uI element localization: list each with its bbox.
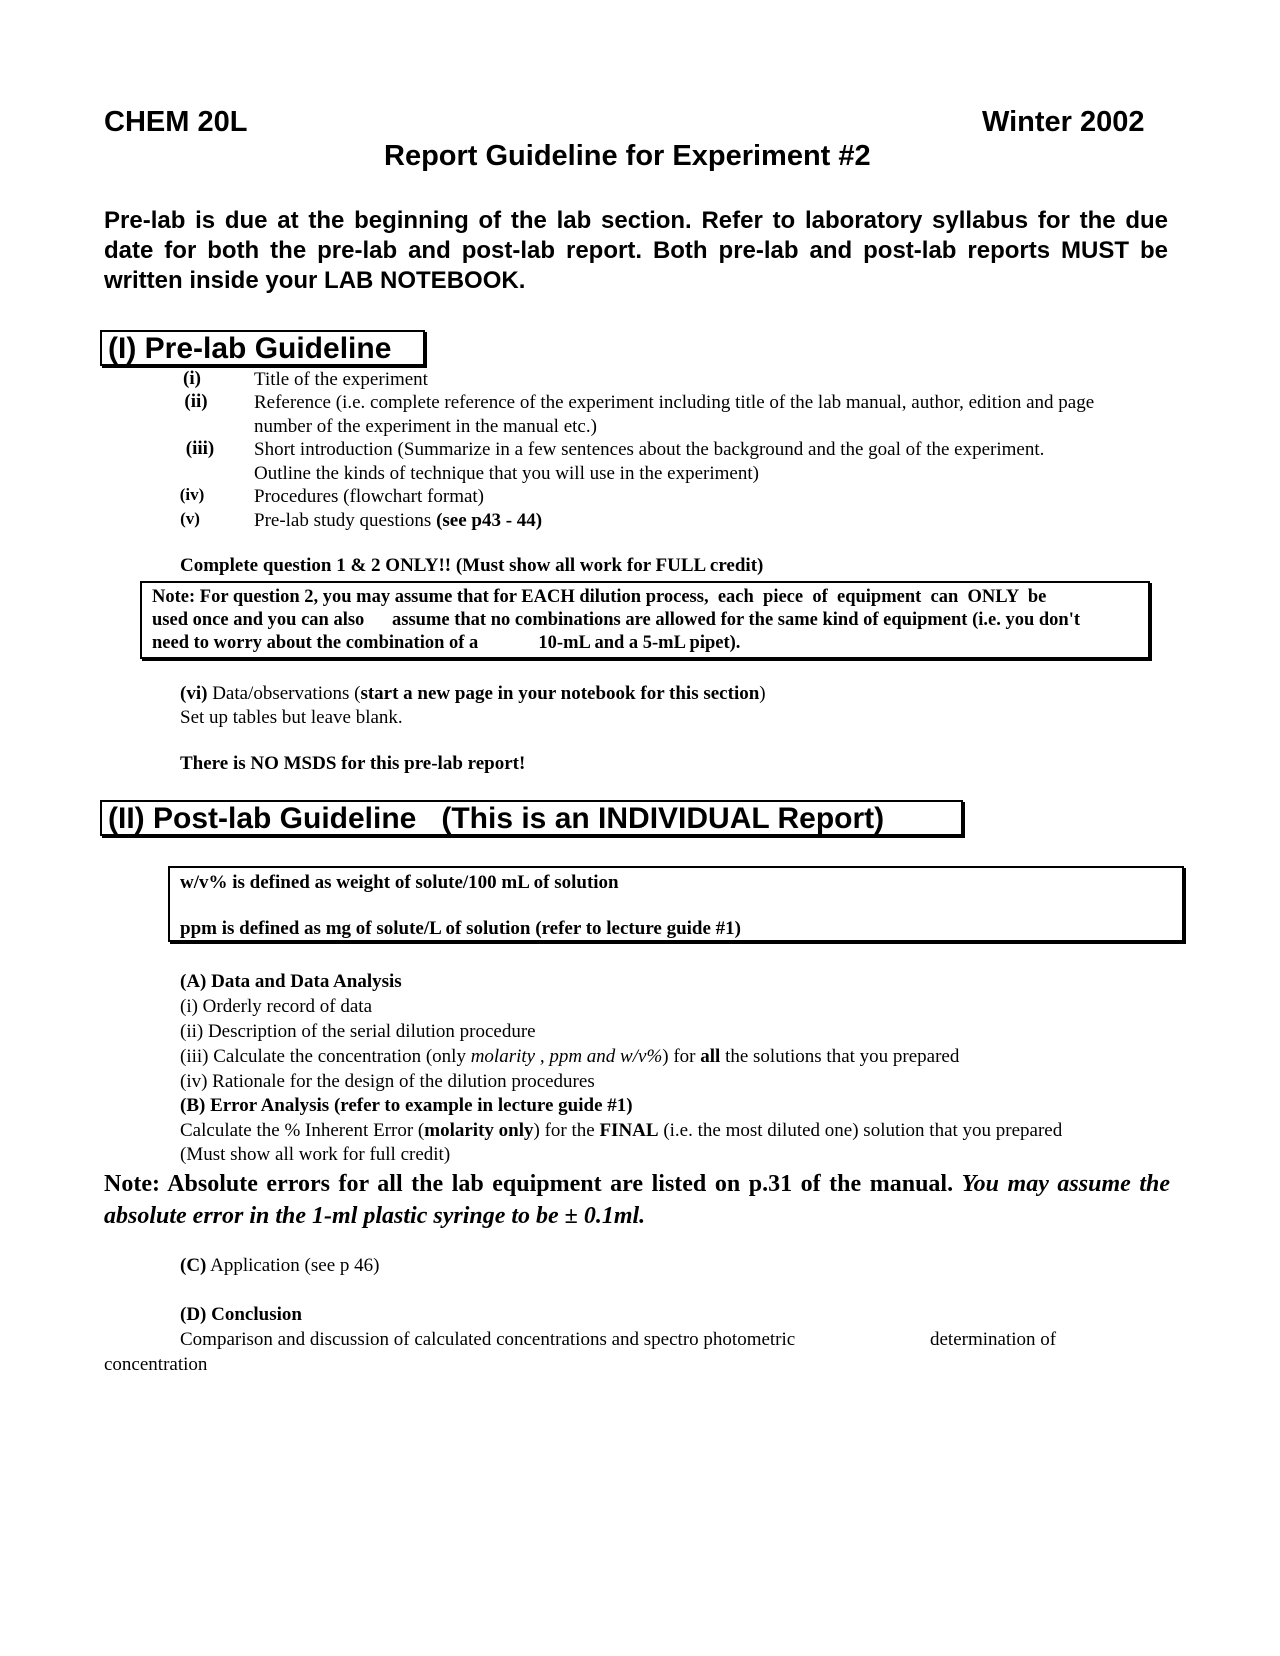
section-d-text: concentration xyxy=(104,1354,208,1375)
section-b-text xyxy=(180,1119,1062,1143)
section-d-text: determination of xyxy=(930,1329,1057,1350)
section-c-label: (C) xyxy=(180,1255,207,1276)
complete-questions-note: Complete question 1 & 2 ONLY!! (Must show all work for FULL credit) xyxy=(180,555,764,576)
section-c xyxy=(180,1254,379,1278)
definitions-box xyxy=(168,866,1184,942)
item-text: (i.e. the most diluted one) solution that you prepared xyxy=(658,1120,1063,1141)
item-emphasis: molarity only xyxy=(424,1120,534,1141)
section-d-heading: (D) Conclusion xyxy=(180,1304,302,1325)
absolute-error-note xyxy=(104,1168,1170,1232)
prelab-item-text: Title of the experiment xyxy=(254,369,428,390)
prelab-item-text: Data/observations ( xyxy=(207,683,361,704)
prelab-item-vi xyxy=(180,682,766,706)
note-line: need to worry about the combination of a 10-mL and a 5-mL pipet). xyxy=(152,633,741,653)
prelab-item-number: (iii) xyxy=(185,438,215,459)
prelab-item-text-continued: number of the experiment in the manual etc.) xyxy=(254,416,597,437)
prelab-item-text-continued: Outline the kinds of technique that you will use in the experiment) xyxy=(254,463,759,484)
note-line: used once and you can also assume that no combinations are allowed for the same kind of equipment (i.e. you don't xyxy=(152,610,1080,630)
section-a-item xyxy=(180,1045,959,1069)
intro-paragraph: Pre-lab is due at the beginning of the lab section. Refer to laboratory syllabus for the due date for both the pre-lab and post-lab report. Both pre-lab and post-lab reports MUST be written inside your LAB NOTEBOOK. xyxy=(104,207,1168,294)
prelab-item-text: Short introduction (Summarize in a few sentences about the background and the goal of the experiment. xyxy=(254,439,1045,460)
postlab-heading: (II) Post-lab Guideline (This is an INDIVIDUAL Report) xyxy=(100,800,963,836)
section-a-item: (iv) Rationale for the design of the dilution procedures xyxy=(180,1071,595,1092)
section-a-heading: (A) Data and Data Analysis xyxy=(180,971,402,992)
item-text: Calculate the % Inherent Error ( xyxy=(180,1120,425,1141)
definition-ppm: ppm is defined as mg of solute/L of solution (refer to lecture guide #1) xyxy=(180,918,742,939)
section-d-text: Comparison and discussion of calculated concentrations and spectro photometric xyxy=(180,1329,796,1350)
page-title: Report Guideline for Experiment #2 xyxy=(384,140,871,172)
term: Winter 2002 xyxy=(982,106,1145,138)
prelab-item-text-plain: Pre-lab study questions xyxy=(254,510,437,531)
prelab-item-number: (v) xyxy=(180,509,200,528)
prelab-item-text: Procedures (flowchart format) xyxy=(254,486,485,507)
note-line: Note: For question 2, you may assume that for EACH dilution process, each piece of equipment can ONLY be xyxy=(152,587,1047,607)
section-c-text: Application (see p 46) xyxy=(206,1255,380,1276)
section-b-text: (Must show all work for full credit) xyxy=(180,1144,451,1165)
prelab-item-number: (i) xyxy=(183,368,201,389)
msds-note: There is NO MSDS for this pre-lab report! xyxy=(180,753,526,774)
section-b-heading: (B) Error Analysis (refer to example in lecture guide #1) xyxy=(180,1095,633,1116)
item-text: ) for the xyxy=(533,1120,600,1141)
section-a-item: (ii) Description of the serial dilution procedure xyxy=(180,1021,536,1042)
prelab-item-vi-line2: Set up tables but leave blank. xyxy=(180,707,403,728)
definition-wv: w/v% is defined as weight of solute/100 mL of solution xyxy=(180,872,619,893)
prelab-item-number: (iv) xyxy=(179,485,205,504)
note-box xyxy=(140,581,1150,659)
item-text: (iii) Calculate the concentration (only xyxy=(180,1046,471,1067)
item-emphasis: all xyxy=(700,1046,721,1067)
section-a-item: (i) Orderly record of data xyxy=(180,996,373,1017)
course-code: CHEM 20L xyxy=(104,106,248,138)
item-emphasis: molarity , ppm and w/v% xyxy=(470,1046,663,1067)
note-text: Note: Absolute errors for all the lab equipment are listed on p.31 of the manual. xyxy=(104,1171,962,1197)
page-reference: (see p43 - 44) xyxy=(436,510,543,531)
prelab-heading: (I) Pre-lab Guideline xyxy=(100,330,425,366)
prelab-item-text xyxy=(254,509,542,533)
item-text: ) for xyxy=(662,1046,701,1067)
item-emphasis: FINAL xyxy=(599,1120,659,1141)
note-emphasis: You may assume the absolute error in the 1-ml plastic syringe to be ± 0.1ml. xyxy=(104,1171,1170,1229)
item-text: the solutions that you prepared xyxy=(720,1046,960,1067)
prelab-item-number: (vi) xyxy=(180,683,208,704)
prelab-item-text: Reference (i.e. complete reference of the experiment including title of the lab manual, author, edition and page xyxy=(254,392,1095,413)
prelab-item-number: (ii) xyxy=(184,391,208,412)
prelab-item-text: ) xyxy=(759,683,766,704)
prelab-item-emphasis: start a new page in your notebook for this section xyxy=(360,683,760,704)
